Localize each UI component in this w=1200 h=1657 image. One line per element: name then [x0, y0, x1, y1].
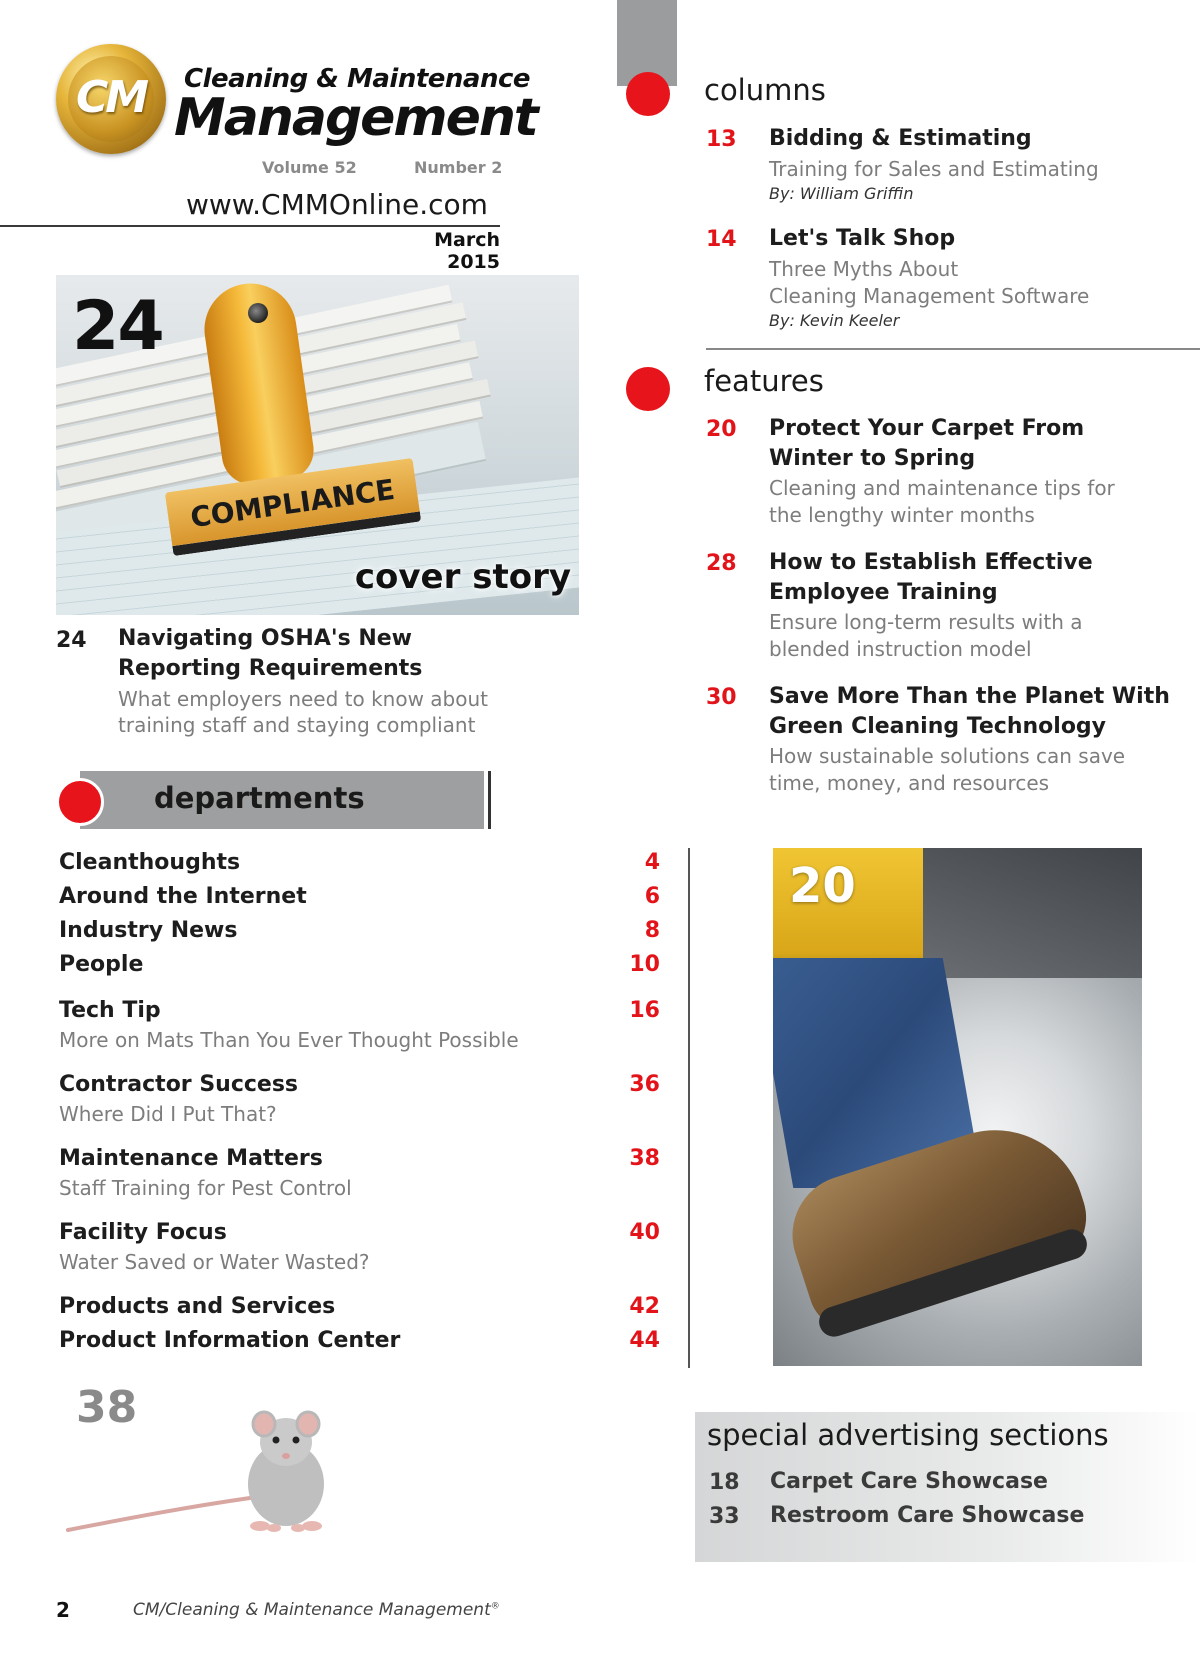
department-page-facility-focus: 40 [629, 1220, 660, 1245]
feature-page-20: 20 [706, 417, 737, 442]
column-byline-lets-talk-shop: By: Kevin Keeler [769, 311, 900, 330]
department-title-products-services[interactable]: Products and Services [59, 1294, 336, 1319]
rat-image-number: 38 [76, 1382, 138, 1433]
feature-sub1-training: Ensure long-term results with a [769, 610, 1083, 634]
cover-image[interactable] [56, 275, 579, 615]
feature-sub1-green: How sustainable solutions can save [769, 744, 1126, 768]
cover-sub-line1: What employers need to know about [118, 687, 489, 711]
feature-title1-carpet[interactable]: Protect Your Carpet From [769, 416, 1085, 441]
feature-page-28: 28 [706, 551, 737, 576]
department-page-maintenance-matters: 38 [629, 1146, 660, 1171]
department-page-product-info-center: 44 [629, 1328, 660, 1353]
features-dot [626, 367, 670, 411]
department-title-around-internet[interactable]: Around the Internet [59, 884, 307, 909]
feature-page-30: 30 [706, 685, 737, 710]
cover-image-number: 24 [72, 287, 163, 366]
footer-page-number: 2 [56, 1598, 70, 1622]
masthead-rule [0, 225, 500, 227]
departments-band-rule [488, 771, 491, 829]
department-title-tech-tip[interactable]: Tech Tip [59, 998, 161, 1023]
department-page-products-services: 42 [629, 1294, 660, 1319]
issue-date: March 2015 [434, 229, 500, 273]
cover-title-line2[interactable]: Reporting Requirements [118, 656, 423, 681]
department-title-cleanthoughts[interactable]: Cleanthoughts [59, 850, 241, 875]
department-page-people: 10 [629, 952, 660, 977]
volume-label: Volume 52 [262, 158, 357, 177]
rat-illustration [60, 1380, 360, 1540]
department-page-cleanthoughts: 4 [644, 850, 660, 875]
special-title-restroom-care[interactable]: Restroom Care Showcase [770, 1503, 1085, 1528]
feature-title2-training[interactable]: Employee Training [769, 580, 998, 605]
website-link[interactable]: www.CMMOnline.com [186, 188, 488, 221]
department-sub-maintenance-matters: Staff Training for Pest Control [59, 1176, 352, 1200]
footer-registered-mark: ® [490, 1601, 500, 1612]
masthead [0, 0, 560, 273]
cover-sub-line2: training staff and staying compliant [118, 713, 476, 737]
department-title-contractor-success[interactable]: Contractor Success [59, 1072, 299, 1097]
column-page-13: 13 [706, 127, 737, 152]
special-title-carpet-care[interactable]: Carpet Care Showcase [770, 1469, 1048, 1494]
footer-publication-name: CM/Cleaning & Maintenance Management [133, 1600, 491, 1620]
department-page-tech-tip: 16 [629, 998, 660, 1023]
cm-logo [56, 44, 166, 154]
department-page-industry-news: 8 [644, 918, 660, 943]
column-sub-bidding: Training for Sales and Estimating [769, 157, 1099, 181]
stamp-knob [248, 303, 268, 323]
departments-divider [688, 848, 690, 1368]
features-heading: features [704, 364, 824, 398]
feature-title1-green[interactable]: Save More Than the Planet With [769, 684, 1170, 709]
columns-heading: columns [704, 73, 826, 107]
departments-heading: departments [154, 781, 365, 815]
department-title-facility-focus[interactable]: Facility Focus [59, 1220, 227, 1245]
column-sub-line1-lets-talk-shop: Three Myths About [769, 257, 959, 281]
special-page-33: 33 [709, 1504, 740, 1529]
feature-title2-green[interactable]: Green Cleaning Technology [769, 714, 1107, 739]
feature-title1-training[interactable]: How to Establish Effective [769, 550, 1093, 575]
cover-page-number: 24 [56, 628, 87, 653]
feature-sub2-green: time, money, and resources [769, 771, 1050, 795]
number-label: Number 2 [414, 158, 503, 177]
departments-dot [56, 778, 104, 826]
columns-dot [626, 72, 670, 116]
department-page-around-internet: 6 [644, 884, 660, 909]
department-page-contractor-success: 36 [629, 1072, 660, 1097]
cm-logo-letters: CM [75, 72, 147, 123]
stamp-text: COMPLIANCE [188, 472, 397, 535]
feature-sub2-training: blended instruction model [769, 637, 1032, 661]
rat-image[interactable] [60, 1380, 360, 1540]
feature-title2-carpet[interactable]: Winter to Spring [769, 446, 976, 471]
column-sub-line2-lets-talk-shop: Cleaning Management Software [769, 284, 1090, 308]
department-title-people[interactable]: People [59, 952, 144, 977]
department-sub-facility-focus: Water Saved or Water Wasted? [59, 1250, 370, 1274]
masthead-title-line1: Cleaning & Maintenance [184, 64, 531, 94]
boot-image-number: 20 [789, 858, 856, 914]
department-sub-tech-tip: More on Mats Than You Ever Thought Possible [59, 1028, 519, 1052]
column-page-14: 14 [706, 227, 737, 252]
column-title-bidding[interactable]: Bidding & Estimating [769, 126, 1032, 151]
column-title-lets-talk-shop[interactable]: Let's Talk Shop [769, 226, 956, 251]
columns-rule [706, 348, 1200, 350]
department-title-industry-news[interactable]: Industry News [59, 918, 238, 943]
masthead-title-line2: Management [174, 88, 537, 148]
feature-sub1-carpet: Cleaning and maintenance tips for [769, 476, 1115, 500]
feature-sub2-carpet: the lengthy winter months [769, 503, 1035, 527]
special-heading: special advertising sections [707, 1418, 1109, 1452]
footer-publication [133, 1600, 500, 1620]
special-page-18: 18 [709, 1470, 740, 1495]
road [923, 848, 1142, 998]
column-byline-bidding: By: William Griffin [769, 184, 914, 203]
cover-story-label: cover story [354, 557, 571, 597]
department-sub-contractor-success: Where Did I Put That? [59, 1102, 277, 1126]
cover-title-line1[interactable]: Navigating OSHA's New [118, 626, 412, 651]
boot-image[interactable] [773, 848, 1142, 1366]
department-title-product-info-center[interactable]: Product Information Center [59, 1328, 401, 1353]
department-title-maintenance-matters[interactable]: Maintenance Matters [59, 1146, 323, 1171]
